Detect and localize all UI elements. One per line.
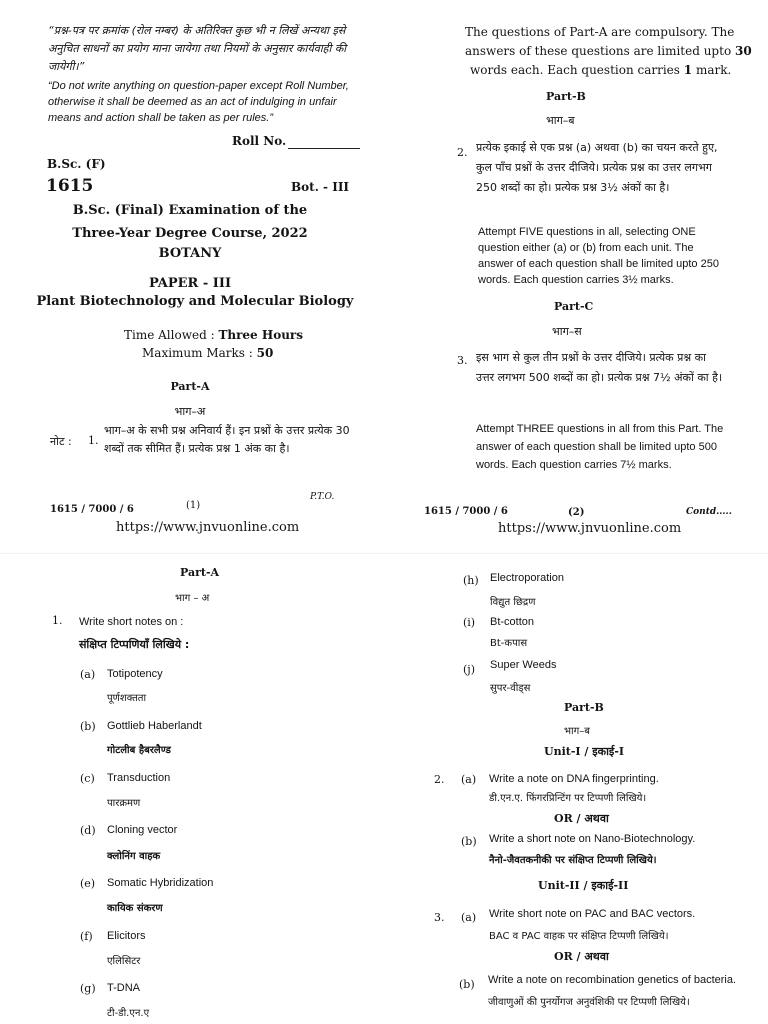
item-label: (g) [80, 982, 96, 995]
part-b-heading: Part-B [564, 701, 604, 714]
item-hindi: सुपर-वीड्स [490, 683, 531, 694]
q1-hindi-text: संक्षिप्त टिप्पणियाँ लिखिये : [79, 638, 190, 651]
item-label: (i) [463, 616, 476, 629]
q3b-hindi: जीवाणुओं की पुनर्योगज अनुवंशिकी पर टिप्पणी लिखिये। [488, 997, 690, 1008]
paper-number: PAPER - III [148, 276, 232, 291]
q2-hindi-instruction: प्रत्येक इकाई से एक प्रश्न (a) अथवा (b) का चयन करते हुए, कुल पाँच प्रश्नों के उत्तर दीजिये। प्रत्येक प्रश्न का उत्तर लगभग 250 शब्दों का हो। प्रत्येक प्रश्न 3½ अंकों का है। [476, 141, 718, 194]
paper-title: Plant Biotechnology and Molecular Biology [36, 294, 354, 309]
q3a-hindi: BAC व PAC वाहक पर संक्षिप्त टिप्पणी लिखिये। [489, 931, 669, 942]
item-hindi: विद्युत छिद्रण [490, 597, 536, 608]
item-english: T-DNA [107, 982, 140, 994]
item-hindi: पारक्रमण [107, 798, 141, 809]
note-label: नोट : [50, 435, 72, 448]
item-english: Bt-cotton [490, 616, 535, 628]
page-1 [0, 0, 384, 553]
source-url[interactable]: https://www.jnvuonline.com [116, 520, 300, 535]
q2a-hindi: डी.एन.ए. फिंगरप्रिन्टिंग पर टिप्पणी लिखिये। [489, 793, 647, 804]
page-4 [384, 554, 768, 1024]
item-label: (c) [80, 772, 95, 785]
part-a-hindi-heading: भाग – अ [175, 593, 210, 604]
item-hindi: एलिसिटर [107, 956, 141, 967]
q1-number: 1. [52, 614, 63, 627]
item-english: Elicitors [107, 930, 146, 942]
item-english: Cloning vector [107, 824, 178, 836]
or-separator-1: OR / अथवा [554, 812, 609, 825]
note-text: भाग–अ के सभी प्रश्न अनिवार्य हैं। इन प्रश्नों के उत्तर प्रत्येक 30 शब्दों तक सीमित हैं। प्रत्येक प्रश्न 1 अंक का है। [104, 424, 350, 455]
part-a-instruction-line-3: words each. Each question carries 1 mark. [470, 63, 732, 77]
part-b-heading: Part-B [546, 90, 586, 103]
q2b-english: Write a short note on Nano-Biotechnology. [489, 833, 696, 845]
item-english: Totipotency [107, 668, 163, 680]
item-english: Super Weeds [490, 659, 557, 671]
maximum-marks: Maximum Marks : 50 [142, 346, 274, 360]
item-hindi: Bt-कपास [490, 638, 528, 649]
warning-hindi: “प्रश्न-पत्र पर क्रमांक (रोल नम्बर) के अतिरिक्त कुछ भी न लिखें अन्यथा इसे अनुचित साधनों का प्रयोग माना जायेगा तथा नियमों के अनुसार कार्यवाही की जायेगी।” [48, 24, 347, 73]
item-english: Gottlieb Haberlandt [107, 720, 202, 732]
q3b-english: Write a note on recombination genetics of bacteria. [488, 974, 737, 986]
footer-code: 1615 / 7000 / 6 [424, 506, 508, 517]
q3-number: 3. [457, 354, 468, 367]
part-c-heading: Part-C [554, 300, 594, 313]
q2a-label: (a) [461, 773, 477, 786]
q3a-english: Write short note on PAC and BAC vectors. [489, 908, 696, 920]
footer-page-number: (1) [186, 500, 201, 511]
part-a-hindi-heading: भाग–अ [174, 405, 206, 418]
page-2 [384, 0, 768, 553]
q3-hindi-instruction: इस भाग से कुल तीन प्रश्नों के उत्तर दीजिये। प्रत्येक प्रश्न का उत्तर लगभग 500 शब्दों का हो। प्रत्येक प्रश्न 7½ अंकों का है। [476, 351, 723, 384]
item-label: (d) [80, 824, 96, 837]
time-allowed: Time Allowed : Three Hours [124, 328, 304, 342]
item-label: (f) [80, 930, 93, 943]
or-separator-2: OR / अथवा [554, 950, 609, 963]
warning-english: “Do not write anything on question-paper except Roll Number, otherwise it shall be deemed as an act of indulging in unfair means and action shall be taken as per rules.” [48, 80, 349, 124]
part-a-instruction-line-2: answers of these questions are limited upto 30 [465, 44, 752, 58]
item-label: (a) [80, 668, 96, 681]
part-a-instruction-line-1: The questions of Part-A are compulsory. The [465, 25, 735, 39]
item-hindi: पूर्णशक्तता [107, 693, 147, 704]
q3-number: 3. [434, 911, 445, 924]
footer-code: 1615 / 7000 / 6 [50, 504, 134, 515]
item-hindi: क्लोनिंग वाहक [107, 851, 161, 862]
part-a-heading: Part-A [170, 380, 210, 393]
item-label: (b) [80, 720, 96, 733]
unit-1-heading: Unit-I / इकाई-I [544, 745, 625, 758]
unit-2-heading: Unit-II / इकाई-II [538, 879, 629, 892]
q1-text: Write short notes on : [79, 616, 184, 628]
exam-title-1: B.Sc. (Final) Examination of the [72, 203, 308, 218]
item-label: (j) [463, 663, 475, 676]
item-hindi: कायिक संकरण [107, 903, 163, 914]
subject-title: BOTANY [158, 246, 222, 261]
item-label: (h) [463, 574, 479, 587]
roll-no-line [288, 148, 360, 149]
q2a-english: Write a note on DNA fingerprinting. [489, 773, 659, 785]
item-hindi: टी-डी.एन.ए [107, 1008, 150, 1019]
item-english: Transduction [107, 772, 171, 784]
q2-english-instruction: Attempt FIVE questions in all, selecting ONE question either (a) or (b) from each unit. The answer of each question shall be limited upto 250 words. Each question carries 3½ marks. [478, 226, 719, 286]
exam-title-2: Three-Year Degree Course, 2022 [72, 226, 308, 241]
q3a-label: (a) [461, 911, 477, 924]
item-english: Somatic Hybridization [107, 877, 214, 889]
note-number: 1. [88, 434, 99, 447]
bot-label: Bot. - III [291, 180, 350, 194]
item-english: Electroporation [490, 572, 564, 584]
part-b-hindi-heading: भाग–ब [564, 726, 590, 737]
q2b-label: (b) [461, 835, 477, 848]
source-url[interactable]: https://www.jnvuonline.com [498, 521, 682, 536]
contd-label: Contd..... [686, 507, 732, 517]
roll-no-label: Roll No. [232, 134, 287, 148]
q2-number: 2. [434, 773, 445, 786]
q3b-label: (b) [459, 978, 475, 991]
part-c-hindi-heading: भाग–स [552, 325, 582, 338]
q2b-hindi: नैनो-जैवतकनीकी पर संक्षिप्त टिप्पणी लिखिये। [489, 855, 657, 866]
part-b-hindi-heading: भाग–ब [546, 114, 575, 127]
q3-english-instruction: Attempt THREE questions in all from this Part. The answer of each question shall be limited upto 500 words. Each question carries 7½ marks. [476, 423, 724, 471]
q2-number: 2. [457, 146, 468, 159]
item-label: (e) [80, 877, 96, 890]
pto-label: P.T.O. [310, 492, 335, 502]
footer-page-number: (2) [568, 507, 585, 518]
paper-code: 1615 [46, 176, 94, 196]
part-a-heading: Part-A [180, 566, 220, 579]
item-hindi: गोटलीब हैबरलैण्ड [107, 745, 171, 756]
course-label: B.Sc. (F) [47, 157, 106, 171]
page-3 [0, 554, 384, 1024]
